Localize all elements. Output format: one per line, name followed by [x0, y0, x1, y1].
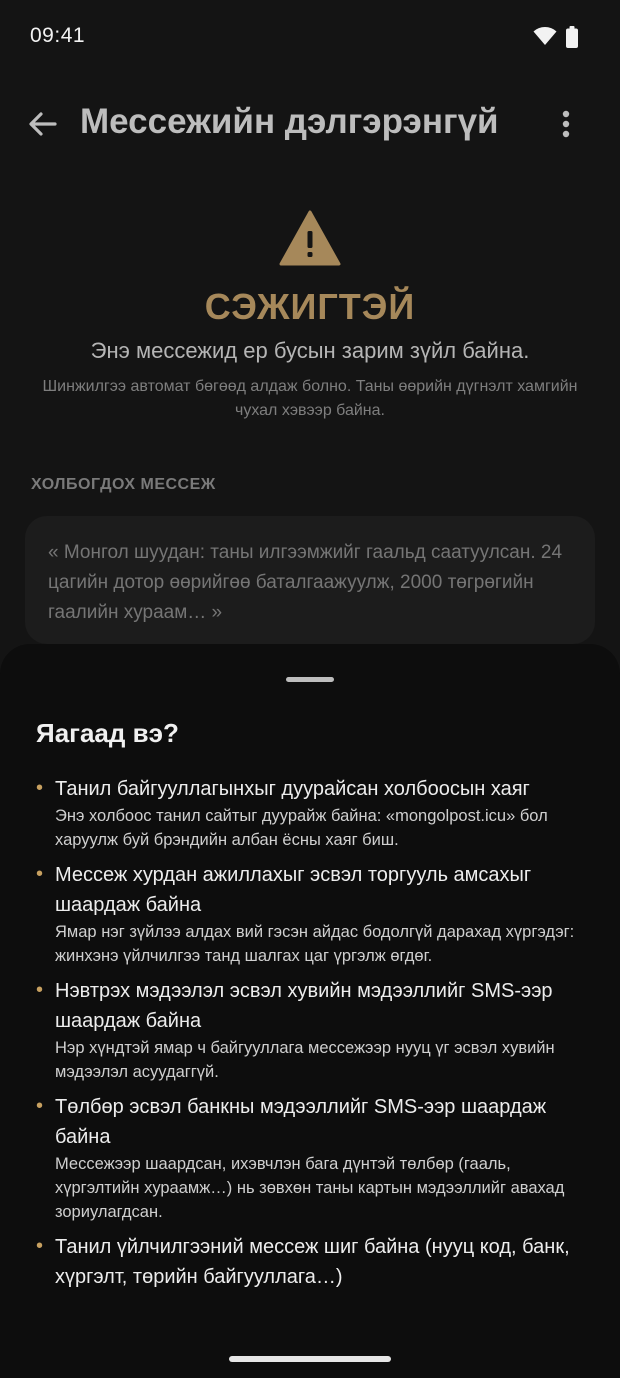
reasons-list [36, 774, 596, 1300]
disclaimer-text: Шинжилгээ автомат бөгөөд алдаж болно. Таны өөрийн дүгнэлт хамгийн чухал хэвээр байна. [42, 378, 578, 419]
wifi-icon [533, 26, 557, 46]
related-message-text: « Монгол шуудан: таны илгээмжийг гаальд саатуулсан. 24 цагийн дотор өөрийгөө баталгаажуулж, 2000 төгрөгийн гаалийн хураам… » [48, 542, 563, 623]
related-message-label: ХОЛБОГДОХ МЕССЕЖ [31, 476, 216, 493]
reason-title: Нэвтрэх мэдээлэл эсвэл хувийн мэдээллийг SMS-ээр шаардаж байна [55, 980, 553, 1032]
status-bar [0, 0, 620, 76]
bullet-icon: • [36, 777, 44, 799]
home-indicator[interactable] [229, 1356, 391, 1362]
related-message-card [25, 516, 595, 644]
reason-description: Нэр хүндтэй ямар ч байгууллага мессежээр нууц үг эсвэл хувийн мэдээлэл асуудаггүй. [55, 1039, 555, 1081]
verdict-subtitle: Энэ мессежид ер бусын зарим зүйл байна. [90, 338, 530, 363]
reason-item [36, 1092, 596, 1224]
sheet-drag-handle[interactable] [286, 677, 334, 682]
reason-title: Танил байгууллагынхыг дуурайсан холбоосын хаяг [55, 778, 530, 800]
back-arrow-icon[interactable] [26, 107, 60, 141]
reason-item [36, 774, 596, 852]
bullet-icon: • [36, 979, 44, 1001]
bullet-icon: • [36, 1235, 44, 1257]
reason-title: Мессеж хурдан ажиллахыг эсвэл торгууль амсахыг шаардаж байна [55, 864, 532, 916]
reason-title: Танил үйлчилгээний мессеж шиг байна (нууц код, банк, хүргэлт, төрийн байгууллага…) [55, 1236, 570, 1288]
analysis-summary [0, 170, 620, 650]
bottom-sheet [0, 644, 620, 1378]
reason-item [36, 1232, 596, 1292]
bullet-icon: • [36, 863, 44, 885]
reason-item [36, 860, 596, 968]
battery-icon [566, 26, 578, 48]
reason-item [36, 976, 596, 1084]
warning-icon [279, 210, 341, 266]
verdict-label: СЭЖИГТЭЙ [204, 286, 416, 327]
sheet-title: Яагаад вэ? [36, 718, 179, 748]
bullet-icon: • [36, 1095, 44, 1117]
page-title: Мессежийн дэлгэрэнгүй [80, 102, 499, 141]
more-vert-icon[interactable] [550, 106, 582, 142]
reason-description: Энэ холбоос танил сайтыг дуурайж байна: «mongolpost.icu» бол харуулж буй брэндийн албан ёсны хаяг биш. [55, 807, 548, 849]
reason-description: Ямар нэг зүйлээ алдах вий гэсэн айдас бодолгүй дарахад хүргэдэг: жинхэнэ үйлчилгээ танд шалгах цаг үргэлж өгдөг. [55, 923, 575, 965]
reason-title: Төлбөр эсвэл банкны мэдээллийг SMS-ээр шаардаж байна [55, 1096, 547, 1148]
reason-description: Мессежээр шаардсан, ихэвчлэн бага дүнтэй төлбөр (гааль, хүргэлтийн хураамж…) нь зөвхөн таны картын мэдээллийг авахад зориулагдсан. [55, 1155, 565, 1221]
app-bar [0, 90, 620, 160]
status-time: 09:41 [30, 24, 86, 47]
